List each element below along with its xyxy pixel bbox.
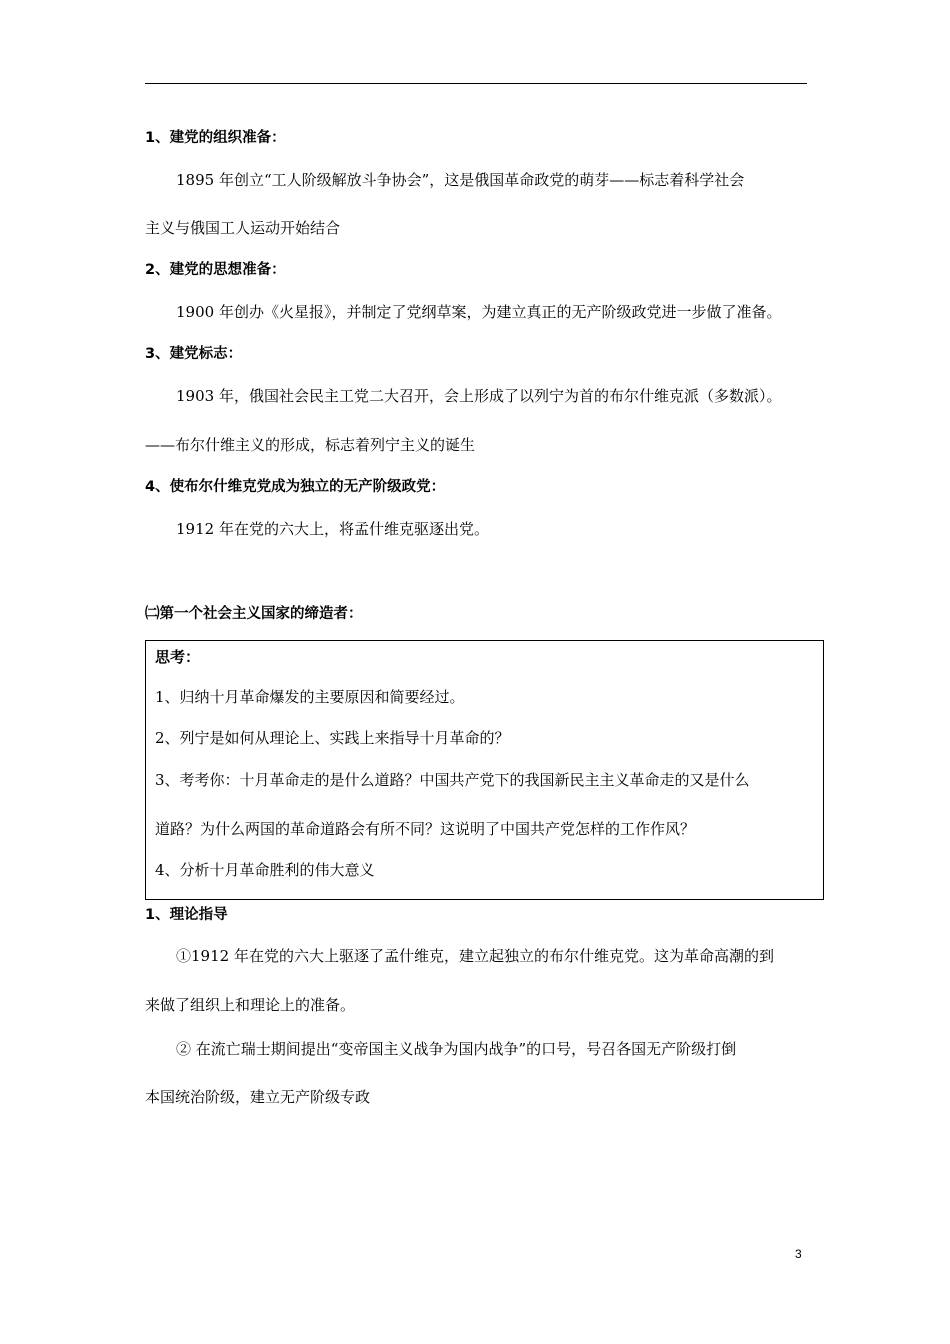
heading-independent-party: 4、使布尔什维克党成为独立的无产阶级政党： [145, 479, 446, 495]
paragraph-text: 本国统治阶级，建立无产阶级专政 [145, 1088, 371, 1106]
think-box-title: 思考： [155, 648, 201, 666]
page-number: 3 [795, 1247, 802, 1261]
question-item: 4、分析十月革命胜利的伟大意义 [155, 861, 375, 879]
question-item: 3、考考你：十月革命走的是什么道路？中国共产党下的我国新民主主义革命走的又是什么 [155, 771, 750, 789]
paragraph-text: 1900 年创办《火星报》，并制定了党纲草案，为建立真正的无产阶级政党进一步做了准备。 [176, 303, 782, 321]
paragraph-text: 来做了组织上和理论上的准备。 [145, 996, 356, 1014]
paragraph-text: 主义与俄国工人运动开始结合 [145, 219, 341, 237]
paragraph-text: ——布尔什维主义的形成，标志着列宁主义的诞生 [145, 436, 476, 454]
paragraph-text: 1895 年创立“工人阶级解放斗争协会”，这是俄国革命政党的萌芽——标志着科学社会 [176, 171, 745, 189]
paragraph-text: 1903 年，俄国社会民主工党二大召开，会上形成了以列宁为首的布尔什维克派（多数派）。 [176, 387, 782, 405]
heading-theory-guidance: 1、理论指导 [145, 907, 228, 923]
heading-founding-mark: 3、建党标志： [145, 346, 243, 362]
heading-organizational-prep: 1、建党的组织准备： [145, 130, 286, 146]
think-box [145, 640, 824, 900]
section-heading-founder: ㈡第一个社会主义国家的缔造者： [145, 606, 363, 622]
question-item: 道路？为什么两国的革命道路会有所不同？这说明了中国共产党怎样的工作作风？ [155, 820, 696, 838]
question-item: 1、归纳十月革命爆发的主要原因和简要经过。 [155, 688, 465, 706]
question-item: 2、列宁是如何从理论上、实践上来指导十月革命的？ [155, 729, 510, 747]
heading-ideological-prep: 2、建党的思想准备： [145, 262, 286, 278]
paragraph-text: ①1912 年在党的六大上驱逐了孟什维克，建立起独立的布尔什维克党。这为革命高潮的到 [176, 947, 774, 965]
header-rule [145, 83, 807, 84]
paragraph-text: ② 在流亡瑞士期间提出“变帝国主义战争为国内战争”的口号，号召各国无产阶级打倒 [176, 1040, 737, 1058]
paragraph-text: 1912 年在党的六大上，将孟什维克驱逐出党。 [176, 520, 489, 538]
